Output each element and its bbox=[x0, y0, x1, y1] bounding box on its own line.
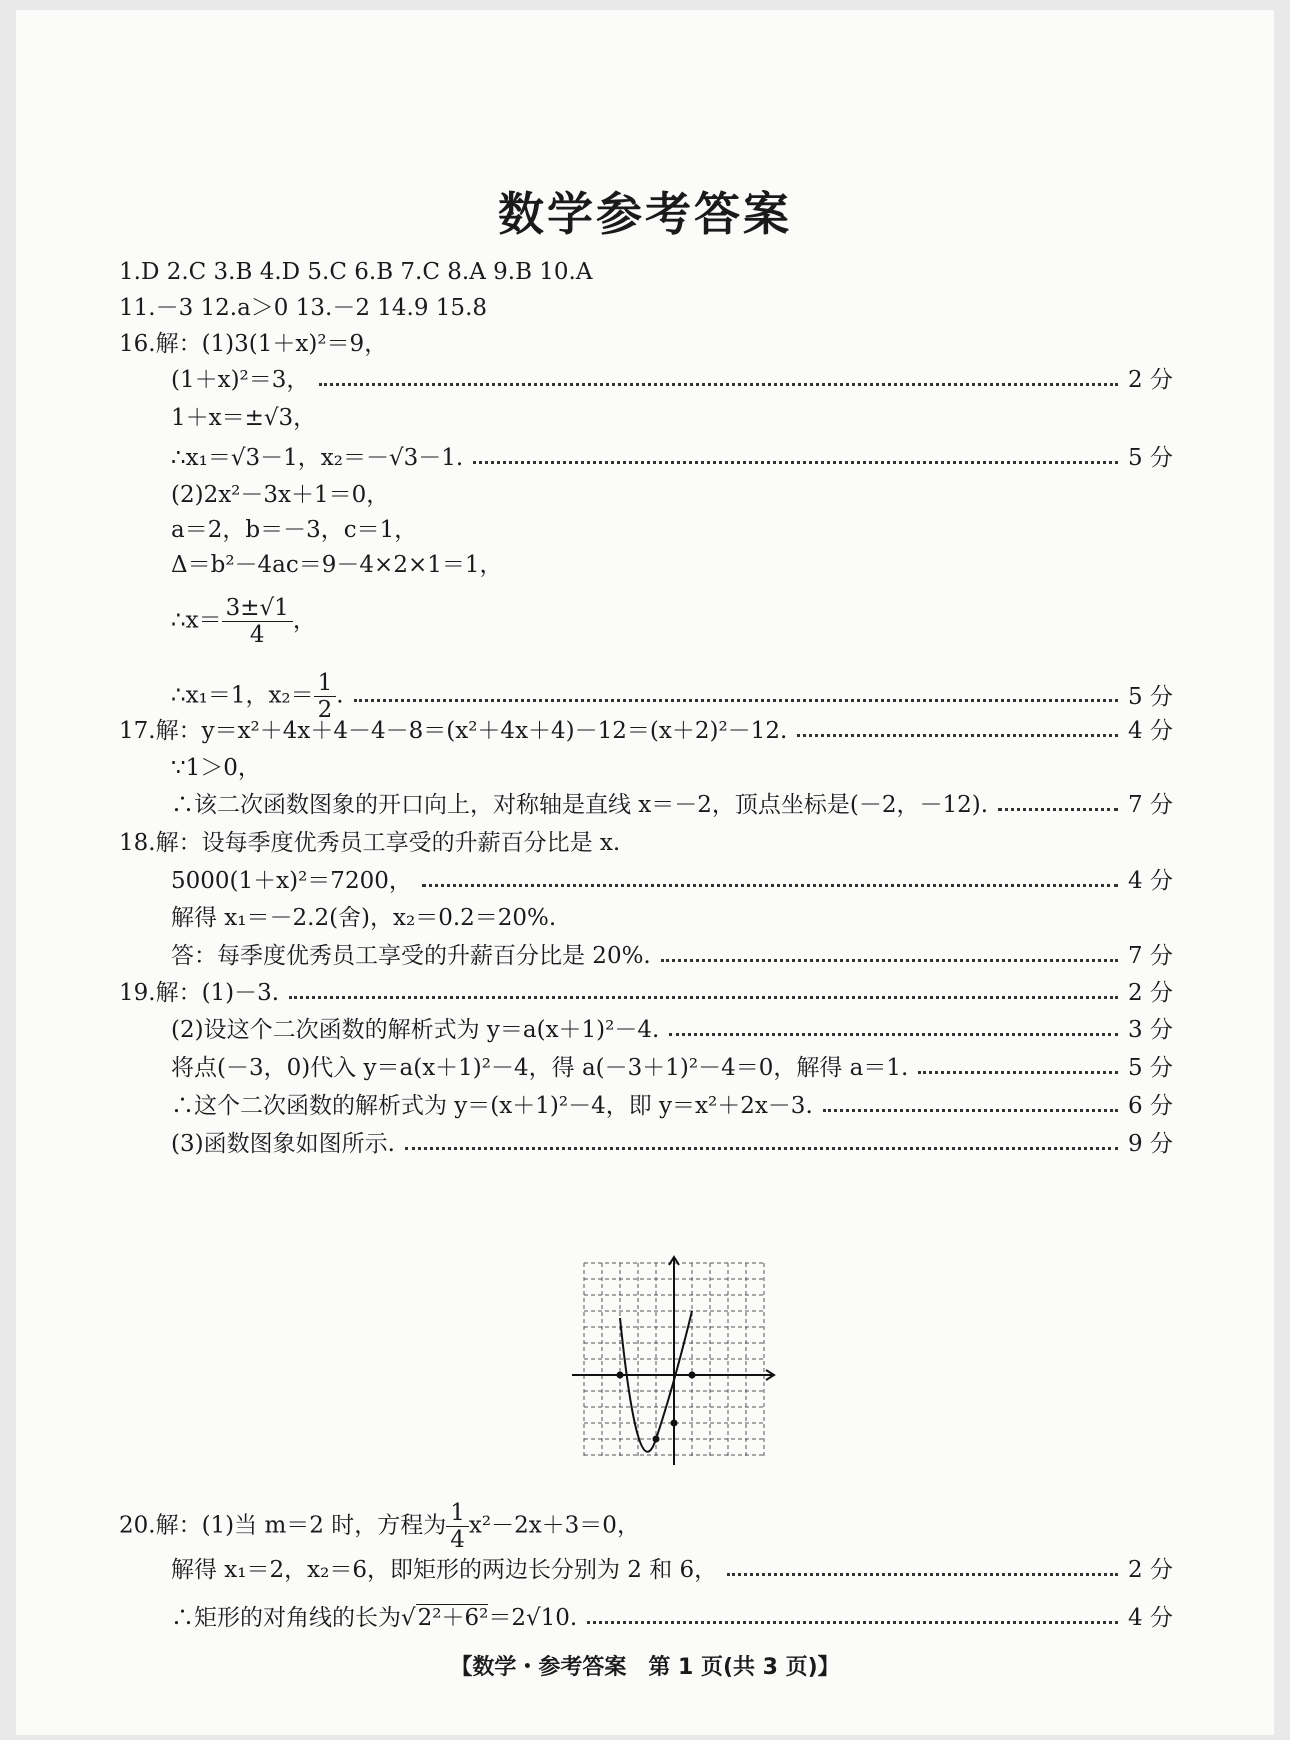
step-score: 4 分 bbox=[1128, 718, 1173, 744]
step-text: ∴矩形的对角线的长为√2²＋6²＝2√10. bbox=[171, 1605, 578, 1631]
fraction-denominator: 2 bbox=[317, 697, 333, 723]
q16-step-2: 1＋x＝±√3， bbox=[171, 405, 317, 431]
step-text: 5000(1＋x)²＝7200， bbox=[171, 868, 412, 894]
leader-dots bbox=[661, 959, 1118, 962]
q18-step-1 bbox=[171, 866, 1173, 896]
q17-step-2 bbox=[171, 790, 1173, 820]
step-score: 7 分 bbox=[1128, 943, 1173, 969]
fraction-numerator: 3±√1 bbox=[222, 595, 293, 622]
step-text: 19.解：(1)－3. bbox=[119, 980, 280, 1006]
q16-step-5: a＝2，b＝－3，c＝1， bbox=[171, 517, 418, 543]
leader-dots bbox=[918, 1071, 1118, 1074]
radicand: 2²＋6² bbox=[417, 1605, 489, 1631]
step-score: 2 分 bbox=[1128, 1557, 1173, 1583]
step-score: 5 分 bbox=[1128, 683, 1173, 710]
leader-dots bbox=[797, 734, 1118, 737]
q16-step-1 bbox=[171, 365, 1173, 395]
formula-prefix: ∴x＝ bbox=[171, 607, 222, 634]
q19-step-1 bbox=[171, 1015, 1173, 1045]
leader-dots bbox=[998, 808, 1118, 811]
q19-step-2 bbox=[171, 1053, 1173, 1083]
step-text: 17.解：y＝x²＋4x＋4－4－8＝(x²＋4x＋4)－12＝(x＋2)²－12. bbox=[119, 718, 788, 744]
formula-suffix: x²－2x＋3＝0， bbox=[468, 1512, 640, 1539]
leader-dots bbox=[422, 884, 1118, 887]
q18-head: 18.解：设每季度优秀员工享受的升薪百分比是 x. bbox=[119, 830, 621, 856]
formula-prefix: ∴矩形的对角线的长为 bbox=[171, 1605, 401, 1631]
leader-dots bbox=[405, 1147, 1118, 1150]
q16-step-4: (2)2x²－3x＋1＝0， bbox=[171, 482, 390, 508]
formula-suffix: . bbox=[336, 682, 344, 709]
step-text: (1＋x)²＝3， bbox=[171, 367, 310, 393]
fraction-denominator: 4 bbox=[450, 1527, 465, 1553]
q20-step-1 bbox=[171, 1555, 1173, 1585]
step-score: 6 分 bbox=[1128, 1093, 1173, 1119]
page-title: 数学参考答案 bbox=[498, 187, 792, 241]
leader-dots bbox=[289, 996, 1118, 999]
fraction bbox=[222, 595, 293, 648]
multiple-choice-answers: 1.D 2.C 3.B 4.D 5.C 6.B 7.C 8.A 9.B 10.A bbox=[119, 259, 593, 285]
fill-blank-answers: 11.－3 12.a＞0 13.－2 14.9 15.8 bbox=[119, 295, 488, 321]
q16-step-7 bbox=[171, 595, 316, 648]
step-text: 答：每季度优秀员工享受的升薪百分比是 20%. bbox=[171, 943, 651, 969]
step-score: 5 分 bbox=[1128, 445, 1173, 471]
fraction-denominator: 4 bbox=[249, 622, 265, 648]
page-footer: 【数学・参考答案 第 1 页(共 3 页)】 bbox=[450, 1655, 840, 1680]
formula-prefix: ∴x₁＝1，x₂＝ bbox=[171, 682, 314, 709]
q17-head bbox=[119, 716, 1173, 746]
step-text: (3)函数图象如图所示. bbox=[171, 1131, 395, 1157]
q16-step-6: Δ＝b²－4ac＝9－4×2×1＝1， bbox=[171, 552, 503, 578]
step-score: 4 分 bbox=[1128, 868, 1173, 894]
q18-step-3 bbox=[171, 941, 1173, 971]
q19-step-3 bbox=[171, 1091, 1173, 1121]
q20-head bbox=[119, 1500, 640, 1553]
step-score: 2 分 bbox=[1128, 980, 1173, 1006]
formula-suffix: ＝2√10. bbox=[488, 1605, 578, 1631]
step-text: 将点(－3，0)代入 y＝a(x＋1)²－4，得 a(－3＋1)²－4＝0，解得 a＝1. bbox=[171, 1055, 909, 1081]
step-score: 7 分 bbox=[1128, 792, 1173, 818]
leader-dots bbox=[473, 461, 1118, 464]
leader-dots bbox=[354, 699, 1118, 702]
step-text: ∴该二次函数图象的开口向上，对称轴是直线 x＝－2，顶点坐标是(－2，－12). bbox=[171, 792, 989, 818]
leader-dots bbox=[669, 1033, 1118, 1036]
leader-dots bbox=[823, 1109, 1118, 1112]
step-score: 4 分 bbox=[1128, 1605, 1173, 1631]
fraction-numerator: 1 bbox=[314, 670, 337, 697]
step-score: 3 分 bbox=[1128, 1017, 1173, 1043]
parabola-curve bbox=[620, 1311, 692, 1452]
answer-sheet-page bbox=[16, 10, 1274, 1735]
leader-dots bbox=[587, 1621, 1118, 1624]
step-score: 5 分 bbox=[1128, 1055, 1173, 1081]
q19-head bbox=[119, 978, 1173, 1008]
step-score: 9 分 bbox=[1128, 1131, 1173, 1157]
formula-prefix: 20.解：(1)当 m＝2 时，方程为 bbox=[119, 1512, 447, 1539]
fraction bbox=[446, 1500, 469, 1553]
step-text: ∴x₁＝√3－1，x₂＝－√3－1. bbox=[171, 445, 464, 471]
q16-step-3 bbox=[171, 443, 1173, 473]
step-text: (2)设这个二次函数的解析式为 y＝a(x＋1)²－4. bbox=[171, 1017, 660, 1043]
q17-step-1: ∵1＞0， bbox=[171, 755, 261, 781]
step-text: ∴这个二次函数的解析式为 y＝(x＋1)²－4，即 y＝x²＋2x－3. bbox=[171, 1093, 813, 1119]
q18-step-2: 解得 x₁＝－2.2(舍)，x₂＝0.2＝20%. bbox=[171, 905, 557, 931]
q16-head: 16.解：(1)3(1＋x)²＝9， bbox=[119, 331, 388, 357]
parabola-graph-figure bbox=[566, 1253, 791, 1468]
formula-suffix: ， bbox=[292, 607, 316, 634]
q20-step-2 bbox=[171, 1603, 1173, 1633]
leader-dots bbox=[727, 1573, 1118, 1576]
q19-step-4 bbox=[171, 1129, 1173, 1159]
step-score: 2 分 bbox=[1128, 367, 1173, 393]
step-text: 解得 x₁＝2，x₂＝6，即矩形的两边长分别为 2 和 6， bbox=[171, 1557, 718, 1583]
leader-dots bbox=[319, 383, 1118, 386]
fraction-numerator: 1 bbox=[446, 1500, 469, 1527]
